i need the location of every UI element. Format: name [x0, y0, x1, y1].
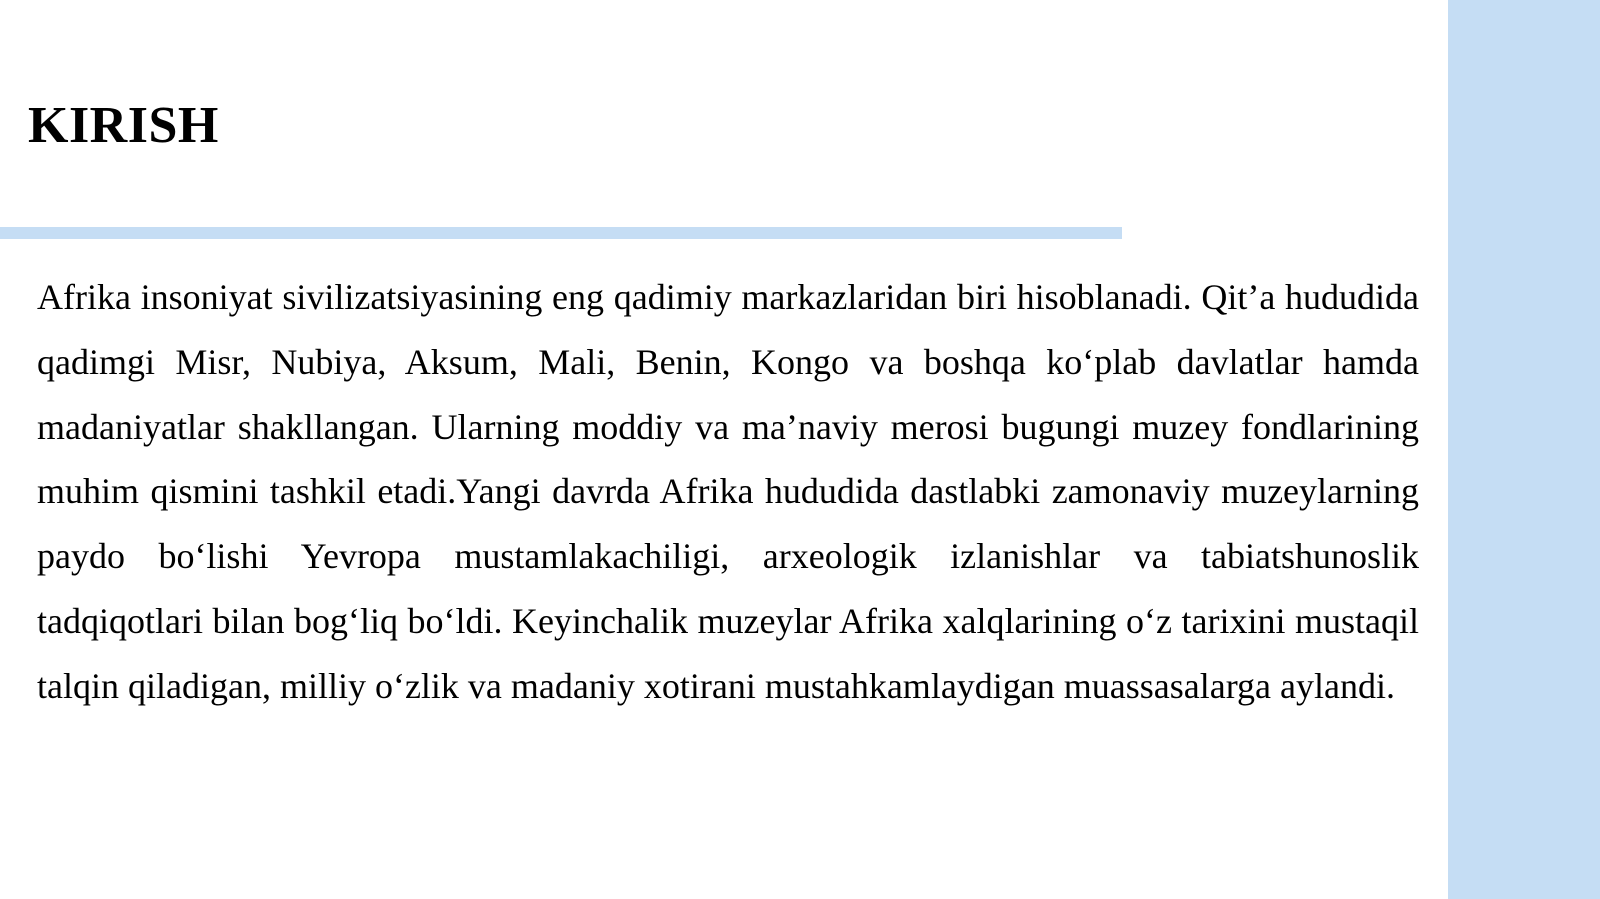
- side-accent-panel: [1448, 0, 1600, 899]
- slide-title: KIRISH: [28, 97, 219, 154]
- title-divider: [0, 227, 1122, 239]
- body-paragraph: Afrika insoniyat sivilizatsiyasining eng qadimiy markazlaridan biri hisoblanadi. Qit’a hududida qadimgi Misr, Nubiya, Aksum, Mali, Benin, Kongo va boshqa ko‘plab davlatlar hamda madaniyatlar shakllangan. Ularning moddiy va ma’naviy merosi bugungi muzey fondlarining muhim qismini tashkil etadi.Yangi davrda Afrika hududida dastlabki zamonaviy muzeylarning paydo bo‘lishi Yevropa mustamlakachiligi, arxeologik izlanishlar va tabiatshunoslik tadqiqotlari bilan bog‘liq bo‘ldi. Keyinchalik muzeylar Afrika xalqlarining o‘z tarixini mustaqil talqin qiladigan, milliy o‘zlik va madaniy xotirani mustahkamlaydigan muassasalarga aylandi.: [37, 277, 1419, 706]
